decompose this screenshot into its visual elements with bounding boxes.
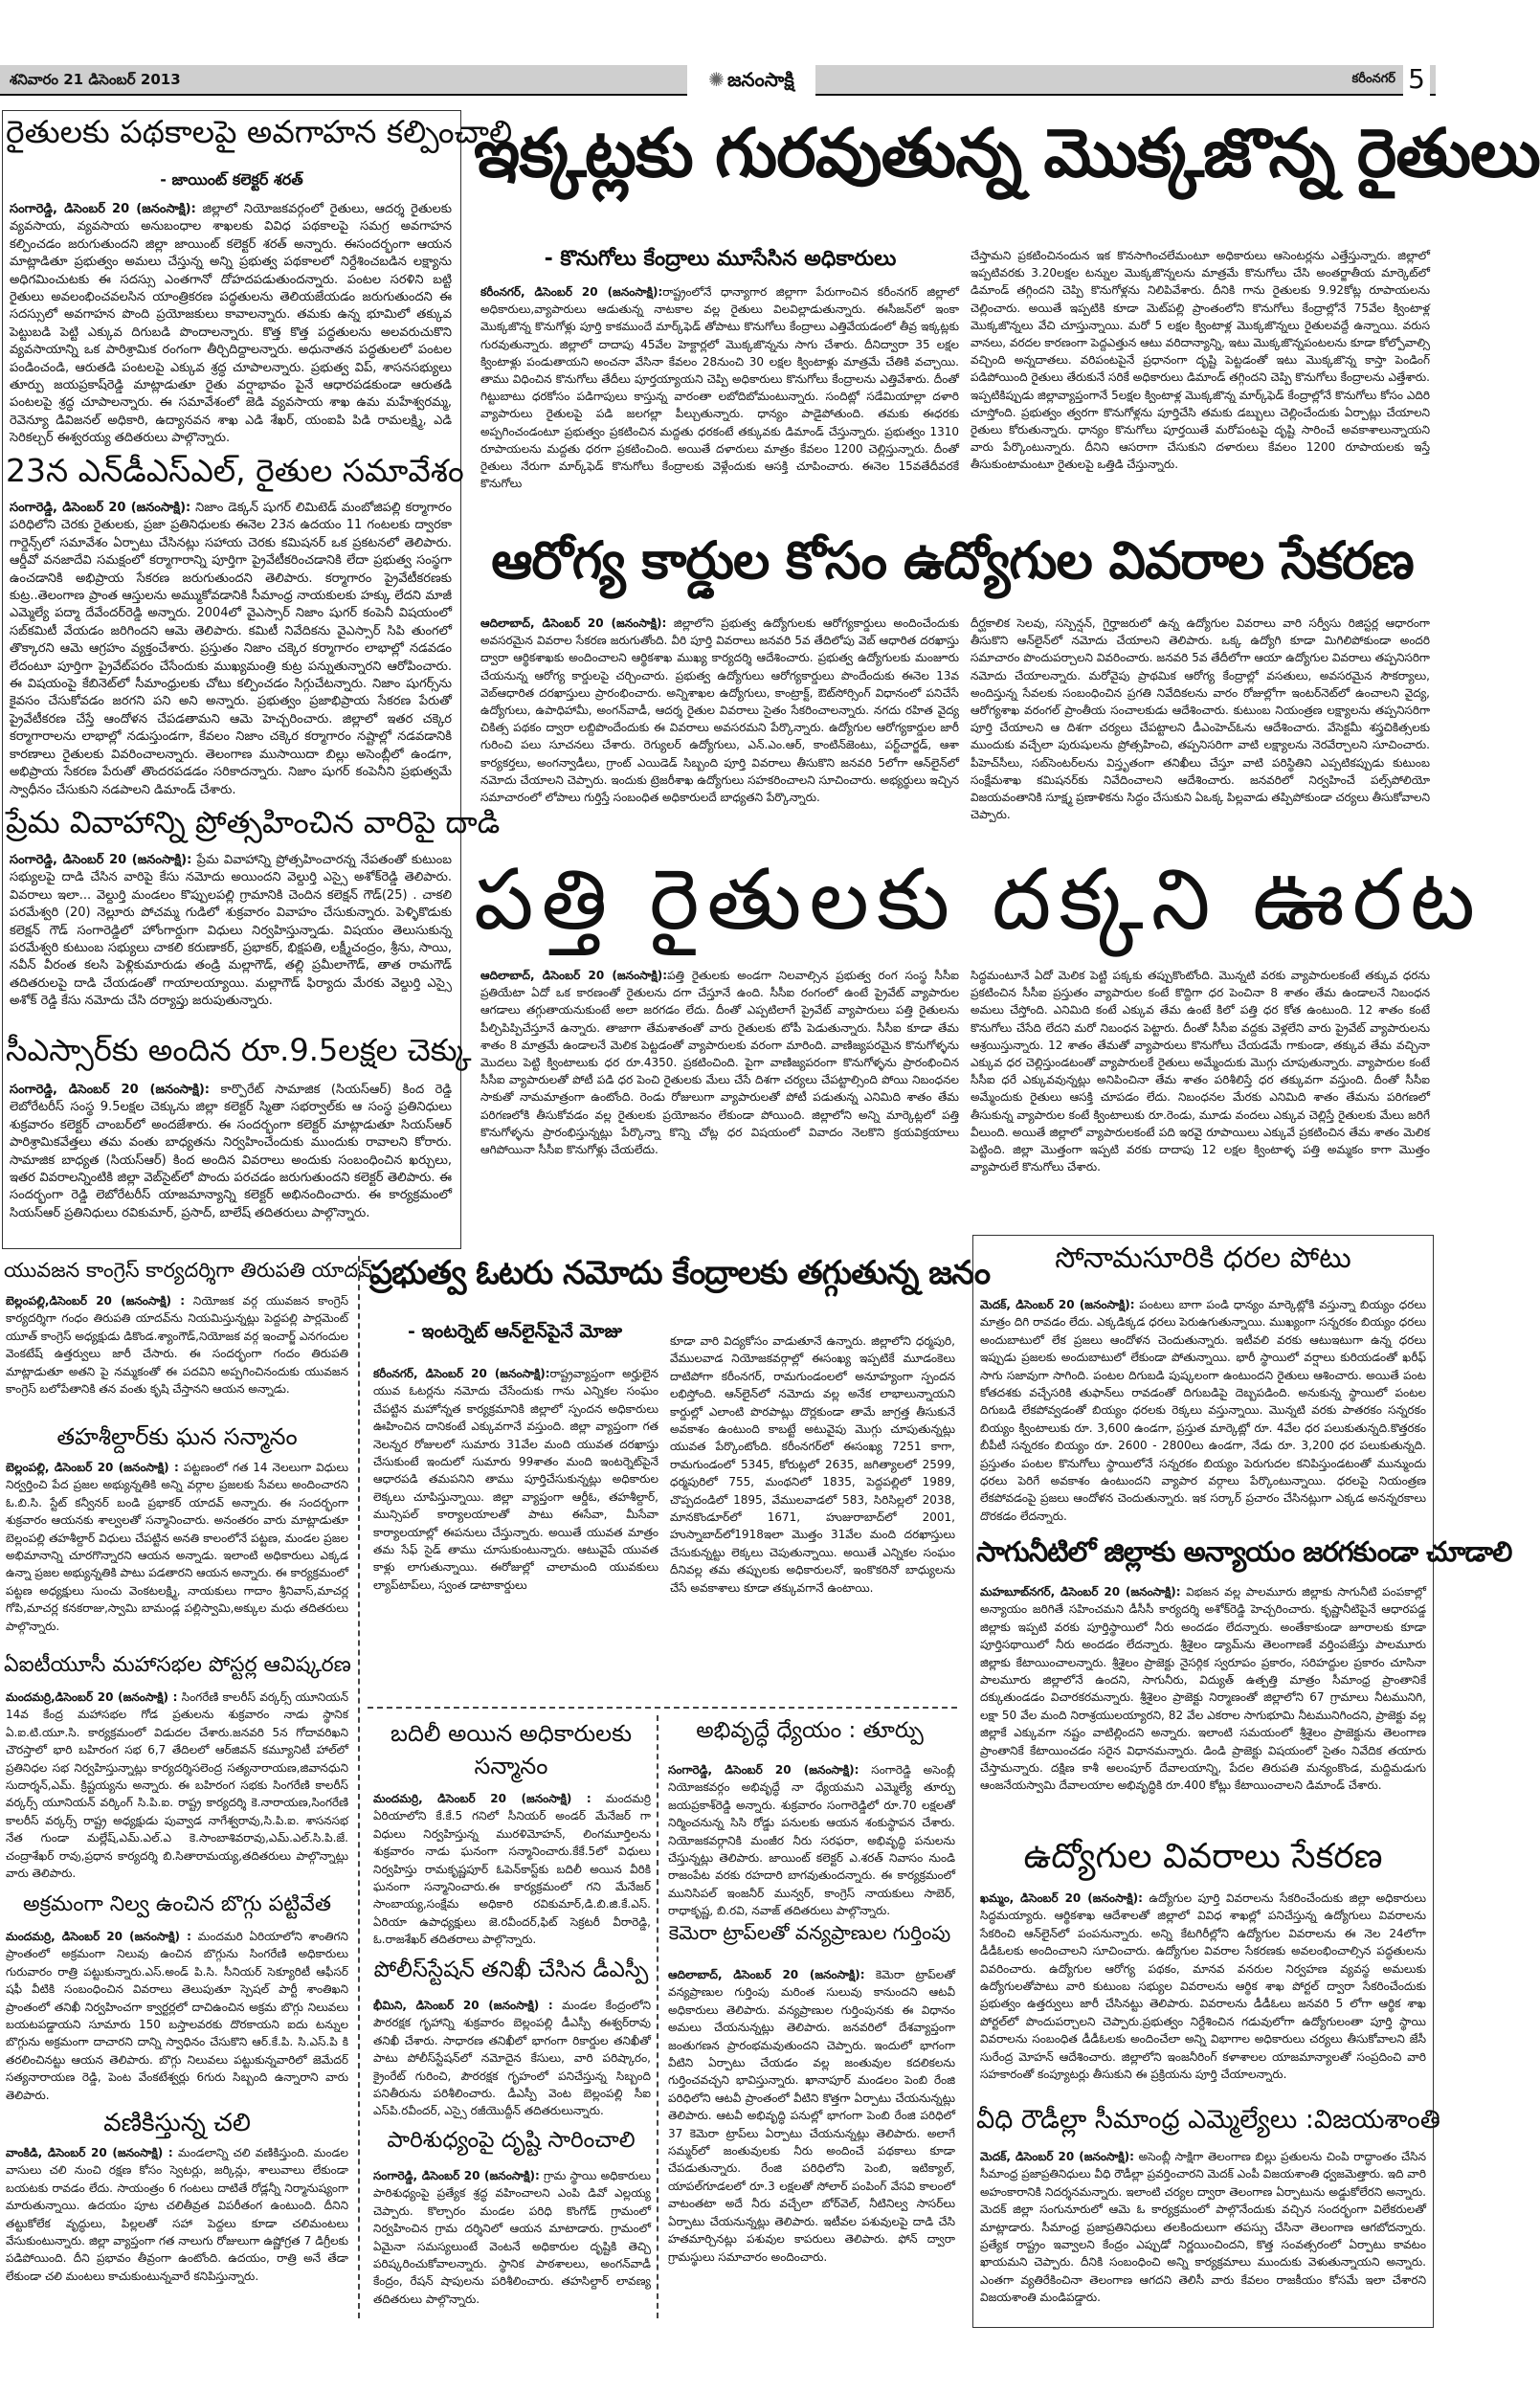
- newspaper-logo: [687, 63, 815, 96]
- article-body: [6, 1459, 348, 1650]
- headline: కెమెరా ట్రాప్‌లతో వన్యప్రాణుల గుర్తింపు: [668, 1921, 951, 1944]
- article-text: జిల్లాలో నియోజకవర్గంలో రైతులు, ఆదర్శ రైతులకు వ్యవసాయ, వ్యవసాయ అనుబంధాల శాఖలకు వివిధ పథకాలపై సమగ్ర అవగాహన కల్పించడం జరుగుతుందని జిల్లా జాయింట్ కలెక్టర్ శరత్ అన్నారు. ఈసందర్భంగా ఆయన మాట్లాడితూ ప్రభుత్వం అమలు చేస్తున్న అన్ని ప్రభుత్వ పథకాలలో నిర్దేశించబడిన లక్ష్యాను అధిగమించుటకు ఈ సదస్సు ఎంతగానో దోహదపడుతుందన్నారు. పంటల సరళిని బట్టి రైతులు అవలంభించవలసిన యాంత్రికరణ పద్ధతులను తెలియజేయడం జరుగుతుందని ఈ సదస్సులో అవగాహన పొంది ప్రయోజకులు కావాలన్నారు. తమకు ఉన్న భూమిలో తక్కువ పెట్టుబడి పెట్టి ఎక్కువ దిగుబడి పొందాలన్నారు. కొత్త కొత్త పద్ధతులను అలవరుచుకొని వ్యవసాయాన్ని ఒక పారిశ్రామిక రంగంగా తీర్చిదిద్దాలన్నారు. అధునాతన పద్ధతులలో పంటల పండించండి, ఆరుతడి పంటలపై ఎక్కువ శ్రద్ధ చూపాలన్నారు. ప్రభుత్వ విప్, శాసనసభ్యులు తూర్పు జయప్రకాష్‌రెడ్డి మాట్లాడుతూ రైతు వర్షాభావం పైనే ఆధారపడకుండా ఆరుతడి పంటలపై శ్రద్ధ చూపాలన్నారు. ఈ సమావేశంలో జెడి వ్యవసాయ శాఖ ఉమ మహేశ్వరమ్మ, రెవెన్యూ డివిజనల్ అధికారి, ఉద్యానవన శాఖ ఎడి శేఖర్, యంఐపి పిడి రామలక్ష్మి, ఎడి సెరికల్చర్ ఈశ్వరయ్య తదితరులు పాల్గొన్నారు.: [10, 202, 452, 446]
- article-text: నియోజక వర్గ యువజన కాంగ్రెస్ కార్యదర్శిగా గంధం తిరుపతి యాదవ్‌ను నియమిస్తున్నట్లు పెద్దపల్లి పార్లమెంట్ యూత్ కాంగ్రెస్ అధ్యక్షుడు డికొండ.శ్యాంగౌడ్,నియోజక వర్గ ఇంచార్జ్ ఎనగందుల వెంకటేష్ ఉత్తర్వులు జారీ చేసారు. ఈ సందర్భంగా గందం తిరుపతి మాట్లాడుతూ అతని పై నమ్మకంతో ఈ పదవిని అప్పగించినందుకు యువజన కాంగ్రెస్ బలోపేతానికి తన వంతు కృషి చేస్తానని ఆయన అన్నాడు.: [6, 1294, 348, 1397]
- dateline: బెల్లంపల్లి,డిసెంబర్ 20 (జనంసాక్షి) :: [6, 1294, 186, 1308]
- headline: ఉద్యోగుల వివరాలు సేకరణ: [1023, 1837, 1383, 1876]
- dateline: ఆదిలాబాద్, డిసెంబర్ 20 (జనంసాక్షి):: [480, 969, 668, 982]
- headline: ప్రభుత్వ ఓటరు నమోదు కేంద్రాలకు తగ్గుతున్న జనం: [369, 1254, 991, 1292]
- article-body: [980, 2148, 1426, 2311]
- logo-emblem-icon: ✺: [708, 68, 725, 91]
- article-body: [373, 1997, 651, 2127]
- article-text: రాష్ట్రంలోనే ధాన్యాగార జిల్లాగా పేరుగాంచిన కరీంనగర్ జిల్లాలో అధికారులు,వ్యాపారులు ఆడుతున్న నాటకాల వల్ల రైతులు విలవిల్లాడుతున్నారు. ఈసీజన్‌లో ఇంకా మొక్కజొన్న కొనుగోళ్లు పూర్తి కాకముందే మార్క్‌ఫెడ్ తోపాటు కొనుగోలు కేంద్రాలు ఎత్తివేయడంలో తీవ్ర ఇక్కట్లకు గురవుతున్నారు. జిల్లాలో దాదాపు 45వేల హెక్టార్లలో మొక్కజొన్నను సాగు చేశారు. దీనిద్వారా 35 లక్షల క్వింటాళ్లు పండుతాయని అంచనా వేసినా కేవలం 28నుంచి 30 లక్షల క్వింటాళ్లు మాత్రమే చేతికి వచ్చాయి. తాము విధించిన కొనుగోలు తేదీలు పూర్తయ్యాయని చెప్పి అధికారులు కొనుగోలు కేంద్రాలను ఎత్తివేశారు. దీంతో గిట్టుబాటు ధరకోసం పడిగాపులు కాస్తున్న వారంతా లబోదిబోమంటున్నారు. సందిట్లో సడేమియాల్లా దళారి వ్యాపారులు రైతులపై పడి జలగల్లా పీల్చుతున్నారు. ధాన్యం పాడైపోతుంది. తమకు ఈధరకు అప్పగించండంటూ ప్రభుత్వం ప్రకటించిన మద్దతు ధరకంటే తక్కువకు డిమాండ్ చేస్తున్నారు. ప్రభుత్వం 1310 రూపాయలను మద్దతు ధరగా ప్రకటించింది. అయితే దళారులు మాత్రం కేవలం 1200 చెల్లిస్తున్నారు. దీంతో రైతులు నేరుగా మార్క్‌ఫెడ్ కొనుగోలు కేంద్రాలకు వెళ్లేందుకు ఆసక్తి చూపించారు. ఈనెల 15వతేదీవరకే కొనుగోలు: [480, 285, 960, 491]
- dateline: సంగారెడ్డి, డిసెంబర్ 20 (జనంసాక్షి):: [10, 202, 196, 216]
- section-divider: [368, 1707, 957, 1709]
- article-text: సింగరేణి కాలరీస్ వర్కర్స్ యూనియన్ 14వ కేంద్ర మహాసభల గోడ ప్రతులను శుక్రవారం నాడు స్థానిక ఏ.ఐ.టి.యూ.సి. కార్యక్రమంలో విడుదల చేశారు.జనవరి 5న గోదావరిఖని చౌరస్తాలో భారి బహిరంగ సభ 6,7 తేదిలలో ఆర్‌జివన్ కమ్యూనిటీ హాల్‌లో ప్రతినిధల సభ నిర్వహిస్తున్నాట్లు కార్యదర్శిసలెంద్ర సత్యనారాయణ,జివానధుని సుదార్శన్,ఎమ్. క్రిష్టయ్యను అన్నారు. ఈ బహిరంగ సభకు సింగరేణి కాలరీస్ వర్కర్స్ యూనియన్ వర్కింగ్ సి.పి.ఐ. రాష్ట్ర కార్యదర్శి కె.నారాయణ,సింగరేణి కాలరీస్ వర్కర్స్ రాష్ట్ర అధ్యక్షుడు పువ్వాడ నాగేశ్వరావు,సి.పి.ఐ. శాసనసభ నేత గుండా మల్లేష్,ఎమ్.ఎల్.ఎ కె.సాంబాశివరావు,ఎమ్.ఎల్.సి.పి.జే. చంద్రాశేఖర్ రావు,ప్రధాన కార్యదర్శి బి.సితారామయ్య,తదితరులు పాల్గొన్నాట్లు వారు తెలిపారు.: [6, 1690, 348, 1881]
- headline: బదిలీ అయిన అధికారులకు సన్మానం: [390, 1720, 633, 1779]
- article-body: [480, 967, 959, 1231]
- article-text: పత్తి రైతులకు అండగా నిలవాల్సిన ప్రభుత్వ రంగ సంస్థ సీసీఐ ప్రతియేటా ఏదో ఒక కారణంతో రైతులను దగా చేస్తూనే ఉంది. సీసీఐ రంగంలో ఉంటే ప్రైవేట్ వ్యాపారుల ఆగడాలు తగ్గుతాయనుకుంటే అలా జరగడం లేదు. దీంతో ఎప్పటిలాగే ప్రైవేట్ వ్యాపారులు పత్తి రైతులను పీల్చిపిప్పిచేస్తూనే ఉన్నారు. తాజాగా తేమశాతంతో వారు రైతులకు టోపీ పెడుతున్నారు. సీసీఐ కూడా తేమ శాతం 8 మాత్రమే ఉండాలనే మెలిక పెట్టడంతో వ్యాపారులకు వరంగా మారింది. వాణిజ్యపరమైన కొనుగోళ్ళను మొదలు పెట్టి క్వింటాలుకు ధర రూ.4350. ప్రకటించింది. పైగా వాణిజ్యపరంగా కొనుగోళ్ళను ప్రారంభించిన సీసీఐ వ్యాపారులతో పోటీ పడి ధర పెంచి రైతులకు మేలు చేసే దిశగా చర్యలు చేపట్టాల్సింది పోయి నిబంధనల సాకుతో నామమాత్రంగా ఉంటోంది. రెండు రోజులుగా వ్యాపారులతో పోటీ పడుతున్న ఎనిమిది శాతం తేమ పరిగణలోకి తీసుకోవడం వల్ల రైతులకు ప్రయోజనం లేకుండా పోయింది. జిల్లాలోని అన్ని మార్కెట్లలో పత్తి కొనుగోళ్ళను ప్రారంభిస్తున్నట్లు పేర్కొన్నా కొన్ని చోట్ల ధర విషయంలో వివాదం నెలకొని క్రయవిక్రయాలు ఆగిపోయినా సీసీఐ కొనుగోళ్లు చేయలేదు.: [480, 969, 959, 1157]
- article-body: [480, 615, 959, 827]
- page-number: 5: [1403, 63, 1430, 96]
- headline: రైతులకు పథకాలపై అవగాహన కల్పించాలి: [6, 113, 513, 150]
- dateline: ఆదిలాబాద్, డిసెంబర్ 20 (జనంసాక్షి):: [668, 1968, 865, 1981]
- article-body-continued: కూడా వారి విద్యకోసం వాడుతూనే ఉన్నారు. జిల్లాలోని ధర్మపురి, వేములవాడ నియోజకవర్గాల్లో ఈసంఖ్య ఇప్పటికే మూడంకెలు దాటిపోగా కరీంనగర్, రామగుండంలలో అనూహ్యంగా స్పందన లభిస్తోంది. ఆన్‌లైన్‌లో నమోదు వల్ల అనేక లాభాలున్నాయని కార్డుల్లో ఎలాంటి పొరపాట్లు దొర్లకుండా తామే జాగ్రత్త తీసుకునే అవకాశం ఉంటుంది కాబట్టే అటువైపు మొగ్గు చూపుతున్నట్లు యువత పేర్కొంటోంది. కరీంనగర్‌లో ఈసంఖ్య 7251 కాగా, రామగుండంలో 5345, కోరుట్లలో 2635, జగిత్యాలలో 2599, ధర్మపురిలో 755, మంథనిలో 1835, పెద్దపల్లిలో 1989, చొప్పదండిలో 1895, వేములవాడలో 583, సిరిసిల్లలో 2038, మానకొండూర్‌లో 1671, హుజురాబాద్‌లో 2001, హుస్నాబాద్‌లో1918ఇలా మొత్తం 31వేల మంది దరఖాస్తులు చేసుకున్నట్టు లెక్కలు చెపుతున్నాయి. అయితే ఎన్నికల సంఘం దీనివల్ల తమ తప్పులకు అధికారులనో, ఇంకొకరినో బాధ్యులను చేసే అవకాశాలు కూడా తక్కువగానే ఉంటాయి.: [670, 1334, 955, 1595]
- dateline: సంగారెడ్డి, డిసెంబర్ 20 (జనంసాక్షి):: [373, 2169, 540, 2182]
- column-divider: [358, 1256, 360, 2318]
- article-body: [6, 2144, 348, 2307]
- headline: తహశీల్దార్‌కు ఘన సన్మానం: [56, 1423, 298, 1450]
- article-body: [10, 852, 452, 1032]
- headline: పోలీస్‌స్టేషన్ తనిఖీ చేసిన డీఎస్పీ: [373, 1957, 649, 1982]
- headline: యువజన కాంగ్రెస్ కార్యదర్శిగా తిరుపతి యాదవ్: [4, 1259, 373, 1282]
- dateline: కరీంనగర్, డిసెంబర్ 20 (జనంసాక్షి):: [373, 1367, 550, 1380]
- headline: సీఎస్సార్‌కు అందిన రూ.9.5లక్షల చెక్కు: [6, 1032, 472, 1068]
- headline: పారిశుధ్యంపై దృష్టి సారించాలి: [387, 2128, 636, 2153]
- dateline: సంగారెడ్డి, డిసెంబర్ 20 (జనంసాక్షి):: [10, 501, 191, 515]
- article-body: [10, 1082, 452, 1242]
- headline: పత్తి రైతులకు దక్కని ఊరట: [474, 850, 1483, 949]
- headline: ప్రేమ వివాహాన్ని ప్రోత్సహించిన వారిపై దాడి: [6, 804, 501, 840]
- article-text: ఉద్యోగుల పూర్తి వివరాలను సేకరించేందుకు జిల్లా అధికారులు సిద్ధమయ్యారు. ఆర్థికశాఖ ఆదేశాలతో జిల్లాలో వివిధ శాఖల్లో పనిచేస్తున్న ఉద్యోగులు వివరాలను సేకరించి ఆన్‌లైన్‌లో పంపనున్నారు. అన్ని కేటగిరీల్లోని ఉద్యోగుల వివరాలను ఈ నెల 24లోగా డీడీఓలకు అందించాలని సూచించారు. ఉద్యోగుల వివరాల సేకరణకు అవలంభించాల్సిన పద్ధతులను వివరించారు. ఉద్యోగుల ఆరోగ్య పథకం, మానవ వనరుల నిర్వహణ వ్యవస్థ అమలుకు ఉద్యోగులతోపాటు వారి కుటుంబ సభ్యుల వివరాలను ఆర్థిక శాఖ పోర్టల్ ద్వారా సేకరించేందుకు ప్రభుత్వం ఉత్తర్వులు జారీ చేసినట్టు తెలిపారు. వివరాలను డీడీఓలు జనవరి 5 లోగా ఆర్థిక శాఖ పోర్టల్‌లో పొందుపర్చాలని చెప్పారు.ప్రభుత్వం నిర్దేశించిన గడువులోగా ఉద్యోగులంతా పూర్తి స్థాయి వివరాలను సంబంధిత డీడీఓలకు అందించేలా అన్ని విభాగాల అధికారులు చర్యలు తీసుకోవాలని జేసీ సురేంద్ర మోహన్ ఆదేశించారు. జిల్లాలోని ఇంజనీరింగ్ కళాశాలల యాజమాన్యాలతో సంప్రదించి వారి సహకారంతో కంప్యూటర్లు తీసుకుని ఈ ప్రక్రియను పూర్తి చేయాలన్నారు.: [980, 1891, 1426, 2082]
- article-text: నిజాం డెక్కన్ షుగర్ లిమిటెడ్ మంబోజిపల్లి కర్మాగారం పరిధిలోని చెరకు రైతులకు, ప్రజా ప్రతినిధులకు ఈనెల 23న ఉదయం 11 గంటలకు ద్వారకా గార్డెన్స్‌లో సమావేశం ఏర్పాటు చేసినట్లు సహాయ చెరకు కమిషనర్ ఒక ప్రకటనలో తెలిపారు. ఆర్డీవో వనజాదేవి సమక్షంలో కర్మాగారాన్ని పూర్తిగా ప్రైవేటీకరించడానికి లేదా ప్రభుత్వ సంస్థగా ఉంచడానికి అభిప్రాయ సేకరణ జరుగుతుందని తెలిపారు. కర్మాగారం ప్రైవేటీకరణకు కుట్ర..తెలంగాణ ప్రాంత ఆస్తులను అమ్ముకోవడానికి సీమాంధ్ర నాయకులకు హక్కు లేదని మాజీ ఎమ్మెల్యే పద్మా దేవేందర్‌రెడ్డి అన్నారు. 2004లో వైఎస్సార్ నిజాం షుగర్ కంపెనీ విషయంలో సబ్‌కమిటీ వేయడం జరిగిందని ఆమె తెలిపారు. కమిటీ నివేదికను వైఎస్సార్ సిపి తుంగలో తొక్కారని ఆమె ఆగ్రహం వ్యక్తంచేశారు. ప్రస్తుతం నిజాం చక్కెర కర్మాగారం లాభాల్లో నడవడం లేదంటూ పూర్తిగా ప్రైవేట్‌పరం చేసేందుకు ముఖ్యమంత్రి కుట్ర పన్నుతున్నారని ఆరోపించారు. ఈ విషయంపై కేబినెట్‌లో సీమాంధ్రులకు చోటు కల్పించడం సిగ్గుచేటన్నారు. నిజాం షుగర్స్‌ను కైవసం చేసుకోవడం జరగని పని అని అన్నారు. ప్రభుత్వం ప్రజాభిప్రాయ సేకరణ పేరుతో ప్రైవేటీకరణ చేస్తే ఆందోళన చేపడతామని ఆమె హెచ్చరించారు. జిల్లాలో ఇతర చక్కెర కర్మాగారాలను లాభాల్లో నడుస్తుండగా, కేవలం నిజాం చక్కెర కర్మాగారం నష్టాల్లో నడవడానికి కారణాలు రైతులకు వివరించాలన్నారు. తెలంగాణ ముసాయిదా బిల్లు అసెంబ్లీలో ఉండగా, అభిప్రాయ సేకరణ పేరుతో తొందరపడడం సరికాదన్నారు. నిజాం షుగర్ కంపెనీని ప్రభుత్వమే స్వాధీనం చేసుకుని నడపాలని డిమాండ్ చేశారు.: [10, 501, 452, 797]
- article-body: [6, 1689, 348, 1891]
- logo-text: జనంసాక్షి: [726, 68, 794, 91]
- page-header: [0, 65, 1436, 96]
- dateline: మెదక్, డిసెంబర్ 20 (జనంసాక్షి):: [980, 1298, 1135, 1311]
- article-body: [980, 1890, 1426, 2102]
- article-text: కార్పొరేట్ సామాజిక (సియస్ఆర్) కింద రెడ్డి లెబోరేటరీస్ సంస్థ 9.5లక్షల చెక్కును జిల్లా కలెక్టర్ స్మితా సభర్వాల్‌కు ఆ సంస్థ ప్రతినిధులు శుక్రవారం కలెక్టర్ చాంబర్‌లో అందజేశారు. ఈ సందర్భంగా కలెక్టర్ మాట్లాడుతూ సియస్ఆర్ పారిశ్రామికవేత్తలు తమ వంతు బాధ్యతను నిర్వహించేందుకు ముందుకు రావాలని కోరారు. సామాజిక బాధ్యత (సియస్ఆర్) కింద అందిన వివరాలు అందుకు సంబంధించిన ఖర్చులు, ఇతర వివరాలన్నింటికి జిల్లా వెబ్‌సైట్‌లో పొందు పరచడం జరుగుతుందని కలెక్టర్ తెలిపారు. ఈ సందర్భంగా రెడ్డి లెబోరేటరీస్ యాజమాన్యాన్ని కలెక్టర్ అభినందించారు. ఈ కార్యక్రమంలో సియస్ఆర్ ప్రతినిధులు రవికుమార్, ప్రసాద్, బాలేష్ తదితరులు పాల్గొన్నారు.: [10, 1083, 452, 1220]
- article-text: సంగారెడ్డి అసెంబ్లీ నియోజకవర్గం అభివృద్ధే నా ధ్యేయమని ఎమ్మెల్యే తూర్పు జయప్రకాశ్‌రెడ్డి అన్నారు. శుక్రవారం సంగారెడ్డిలో రూ.70 లక్షలతో నిర్మించనున్న సిసి రోడ్డు పనులకు ఆయన శంకుస్థాపన చేశారు. నియోజకవర్గానికి మంజీర నీరు సరఫరా, అభివృద్ధి పనులను చేస్తున్నట్లు తెలిపారు. జాయింట్ కలెక్టర్ ఎ.శరత్ నివాసం నుండి రాజంపేట వరకు రహదారి బాగవుతుందన్నారు. ఈ కార్యక్రమంలో మునిసిపల్ ఇంజనీర్ మున్వర్, కాంగ్రెస్ నాయకులు సాబెర్, రాధాకృష్ణ, బి.రవి, నవాజ్ తదితరులు పాల్గొన్నారు.: [668, 1763, 955, 1918]
- dateline: మెదక్, డిసెంబర్ 20 (జనంసాక్షి):: [980, 2150, 1134, 2163]
- article-text: పంటలు బాగా పండి ధాన్యం మార్కెట్లోకి వస్తున్నా బియ్యం ధరలు మాత్రం దిగి రావడం లేదు. ఎక్కడిక్కడ ధరలు పెరుఉగుతున్నాయి. ముఖ్యంగా సన్నరకం బియ్యం ధరలు అందుబాటులో లేక ప్రజలు ఆందోళన చెందుతున్నారు. ఇటీవలి వరకు ఆటుఇటుగా ఉన్న ధరలు ఇప్పుడు ప్రజలకు అందుబాటులో లేకుండా పోతున్నాయి. భారీ స్థాయిలో వర్షాలు కురియడంతో ఖరీఫ్ సాగు సజావుగా సాగింది. పంటల దిగుబడి పుష్కలంగా ఉంటుందని రైతులు ఆశించారు. అయితే పంట కోతదశకు వచ్చేసరికి తుఫాన్‌లు రావడంతో దిగుబడిపై దెబ్బపడింది. అనుకున్న స్థాయిలో పంటల దిగుబడి లేకపోవ్వడంతో బియ్యం ధరలకు రెక్కలు వస్తున్నాయి. మొన్నటి వరకు పాతరకం సన్నరకం బియ్యం క్వింటాలుకు రూ. 3,600 ఉండగా, ప్రస్తుత మార్కెట్లో రూ. 4వేల ధర పలుకుతున్నది.కొత్తరకం బీపీటీ సన్నరకం బియ్యం రూ. 2600 - 2800లు ఉండగా, నేడు రూ. 3,200 ధర పలుకుతున్నది. ప్రస్తుతం పంటల కొనుగోలు స్థాయిలోనే సన్నరకం బియ్యం పెరుగుదల కనిపిస్తుండటంతో మున్ముందు ధరలు పెరిగే అవకాశం ఉంటుందని వ్యాపార వర్గాలు పేర్కొంటున్నాయి. ధరలపై నియంత్రణ లేకపోవడంపై ప్రజలు ఆందోళన చెందుతున్నారు. ఇక సర్కార్ ప్రచారం చేసినట్లుగా ఎక్కడ అనన్నరకాలు దొరకడం లేదన్నారు.: [980, 1298, 1427, 1523]
- article-text: మందమర్రి ఏరియాలోని కే.కే.5 గనిలో సీనియర్ అండర్ మేనేజర్ గా విధులు నిర్వహిస్తున్న మురళిమోహన్, లింగమూర్తిలను శుక్రవారం నాడు ఘనంగా సన్మానించారు.కేకే.5లో విధులు నిర్వహిస్తు రామకృష్ణపూర్ ఓపెన్‌కాస్ట్‌కు బదిలీ అయిన వీరికి ఘనంగా సన్మానించారు.ఈ కార్యక్రమంలో గని మేనేజర్ సాంబాయ్య,సంక్షేమ అధికారి రవికుమార్,డి.బి.జి.కే.ఎస్. ఏరియా ఉపాధ్యక్షులు జె.రవీందర్,ఫిట్ సెక్రటరీ వీరారెడ్డి, ఓ.రాజశేఖర్ తదితరాలు పాల్గొన్నారు.: [373, 1792, 651, 1947]
- article-body: [373, 2167, 651, 2305]
- dateline: మందమర్రి,డిసెంబర్ 20 (జనంసాక్షి) :: [6, 1690, 178, 1704]
- article-text: అసెంబ్లీ సాక్షిగా తెలంగాణ బిల్లు ప్రతులను చింపి రాద్ధాంతం చేసిన సీమాంధ్ర ప్రజాప్రతినిధులు వీధి రౌడీల్లా ప్రవర్తించారని మెదక్ ఎంపీ విజయశాంతి ధ్వజమెత్తారు. ఇది వారి అహంకారానికి నిదర్శనమన్నారు. ఇలాంటి చర్యల ద్వారా తెలంగాణ ఏర్పాటును అడ్డుకోలేరని అన్నారు. మెదక్ జిల్లా సంగునూరులో ఆమె ఓ కార్యక్రమంలో పాల్గొనేందుకు వచ్చిన సందర్భంగా విలేకరులతో మాట్లాడారు. సీమాంధ్ర ప్రజాప్రతినిధులు తలకిందులుగా తపస్సు చేసినా తెలంగాణ ఆగబోదన్నారు. ప్రత్యేక రాష్ట్రం ఇవ్వాలని కేంద్రం ఎప్పుడో నిర్ణయించిందని, కొత్త సంవత్సరంలో ఏర్పాటు కావటం ఖాయమని చెప్పారు. దీనికి సంబంధించి అన్ని కార్యక్రమాలు ముందుకు వెళుతున్నాయని అన్నారు. ఎంతగా వ్యతిరేకించినా తెలంగాణ ఆగదని తెలిసీ వారు కేవలం రాజకీయం కోసమే ఇలా చేశారని విజయశాంతి మండిపడ్డారు.: [980, 2150, 1426, 2305]
- headline: ఏఐటీయూసీ మహాసభల పోస్టర్ల ఆవిష్కరణ: [4, 1653, 351, 1677]
- headline: అక్రమంగా నిల్వ ఉంచిన బొగ్గు పట్టివేత: [22, 1892, 332, 1916]
- article-body: [6, 1928, 348, 2106]
- dateline: మహబూబ్‌నగర్, డిసెంబర్ 20 (జనంసాక్షి):: [980, 1585, 1181, 1599]
- headline: సోనామసూరికి ధరల పోటు: [1055, 1241, 1351, 1275]
- article-text: రాష్ట్రవ్యాప్తంగా అర్హులైన యువ ఓటర్లను నమోదు చేసేందుకు గాను ఎన్నికల సంఘం చేపట్టిన మహోన్నత కార్యక్రమానికి జిల్లాలో స్పందన అధికారులు ఊహించిన దానికంటే ఎక్కువగానే వస్తుంది. జిల్లా వ్యాప్తంగా గత నెలన్నర రోజులలో సుమారు 31వేల మంది యువత దరఖాస్తు చేసుకుంటే ఇందులో సుమారు 99శాతం మంది ఇంటర్నెట్‌పైనే ఆధారపడి తమపనిని తాము పూర్తిచేసుకున్నట్లు అధికారుల లెక్కలు చూపిస్తున్నాయి. జిల్లా వ్యాప్తంగా ఆర్డీఓ, తహశీల్దార్, మున్సిపల్ కార్యాలయాలతో పాటు ఈసేవా, మీసేవా కార్యాలయాల్లో ఈపనులు చేస్తున్నారు. అయితే యువత మాత్రం తమ సేఫ్ సైడ్ తాము చూసుకుంటున్నారు. ఆటువైపే యువత కాళ్లు లాగుతున్నాయి. ఈరోజుల్లో చాలామంది యువకులు ల్యాప్‌టాప్‌లు, స్వంత డాటాకార్డులు: [373, 1367, 658, 1592]
- headline: వీధి రౌడీల్లా సీమాంధ్ర ఎమ్మెల్యేలు :విజయశాంతి: [976, 2105, 1440, 2135]
- article-body-continued: చేస్తామని ప్రకటించినందున ఇక కొనసాగించలేమంటూ అధికారులు ఆసెంటర్లను ఎత్తేస్తున్నారు. జిల్లాలో ఇప్పటివరకు 3.20లక్షల టన్నుల మొక్కజొన్నలను మాత్రమే కొనుగోలు చేసి అంతర్జాతీయ మార్కెట్‌లో డిమాండ్ తగ్గిందని చెప్పి కొనుగోళ్లను నిలిపివేశారు. దీనికి గాను రైతులకు 9.92కోట్ల రూపాయలను చెల్లించారు. అయితే ఇప్పటికి కూడా మెట్‌పల్లి ప్రాంతంలోని కొనుగోలు కేంద్రాల్లోనే 75వేల క్వింటాళ్ల మొక్కజొన్నలు వేచి చూస్తున్నాయి. మరో 5 లక్షల క్వింటాళ్ల మొక్కజొన్నలు రైతులవద్దే ఉన్నాయి. వరుస వానలు, వరదల కారణంగా పెద్దఎత్తున ఆటు వరిదాన్యాన్ని, ఇటు మొక్కజొన్నపంటలను కూడా కోల్పోవాల్సి వచ్చింది అన్నదాతలు. వరిపంటపైనే ప్రధానంగా దృష్టి పెట్టడంతో ఇటు మొక్కజొన్న కాస్తా పెండింగ్ పడిపోయింది రైతులు తేరుకునే సరికే అధికారులు డిమాండ్ తగ్గిందని చెప్పి కొనుగోలు కేంద్రాలను ఎత్తేశారు. ఇప్పటికిప్పుడు జిల్లావ్యాప్తంగానే 5లక్షల క్వింటాళ్ల మొక్కజొన్న మార్క్‌ఫెడ్ కేంద్రాల్లోనే కొనుగోలు కోసం ఎదిరి చూస్తోంది. ప్రభుత్వం త్వరగా కొనుగోళ్లను పూర్తిచేసి తమకు డబ్బులు చెల్లించేందుకు ఏర్పాట్లు చేయాలని రైతులు కోరుతున్నారు. ధాన్యం కొనుగోలు పూర్తయితే మరోపంటపై దృష్టి సారించే అవకాశాలున్నాయని వారు పేర్కొంటున్నారు. దీనిని ఆసరాగా చేసుకుని దళారులు కేవలం 1200 రూపాయలకు ఇస్తే తీసుకుంటామంటూ రైతులపై ఒత్తిడి చేస్తున్నారు.: [971, 249, 1430, 472]
- article-body: [373, 1790, 651, 1953]
- article-body-continued: సిద్ధమంటూనే ఏదో మెలిక పెట్టి పక్కకు తప్పుకొంటోంది. మొన్నటి వరకు వ్యాపారులకంటే తక్కువ ధరను ప్రకటించిన సీసీఐ ప్రస్తుతం వ్యాపారుల కంటే కొద్దిగా ధర పెంచినా 8 శాతం తేమ ఉండాలనే నిబంధన అమలు చేస్తోంది. ఎనిమిది కంటే ఎక్కువ తేమ ఉంటే కిలో పత్తి ధర కోత ఉంటుంది. 12 శాతం కంటే కొనుగోలు చేసేది లేదని మరో నిబంధన పెట్టారు. దీంతో సీసీఐ వద్దకు వెళ్లలేని వారు ప్రైవేట్ వ్యాపారులను ఆశ్రయిస్తున్నారు. 12 శాతం తేమతో వ్యాపారులు కొనుగోలు చేయడమే గాకుండా, తక్కువ తేమ వచ్చినా ఎక్కువ ధర చెల్లిస్తుండటంతో వ్యాపారులకే రైతులు అమ్మేందుకు మొగ్గు చూపుతున్నారు. వ్యాపారుల కంటే సీసీఐ ధరే ఎక్కువవున్నట్లు అనిపించినా తేమ శాతం పరిశీలిస్తే ధర తక్కువగా వస్తుంది. దీంతో సీసీఐ అమ్మేందుకు రైతులు ఆసక్తి చూపడం లేదు. నిబంధనల మేరకు ఎనిమిది శాతం తేమను పరిగణలో తీసుకున్న వ్యాపారుల కంటే క్వింటాలుకు రూ.రెండు, మూడు వందలు ఎక్కువ చెల్లిస్తే రైతులకు మేలు జరిగే వీలుంది. అయితే జిల్లాలో వ్యాపారులకంటే పది ఇరవై రూపాయిలు ఎక్కువే ప్రకటించిన తేమ శాతం మెలిక పెట్టింది. జిల్లా మొత్తంగా ఇప్పటి వరకు దాదాపు 12 లక్షల క్వింటాళ్ళ పత్తి అమ్మకం కాగా మొత్తం వ్యాపారులే కొనుగోలు చేశారు.: [971, 969, 1430, 1174]
- dateline: వాంకిడి, డిసెంబర్ 20 (జనంసాక్షి) :: [6, 2146, 173, 2159]
- subheadline: - ఇంటర్నెట్ ఆన్‌లైన్‌పైనే మోజు: [407, 1321, 622, 1342]
- article-text: ప్రేమ వివాహాన్ని ప్రోత్సహించారన్న నేపతంతో కుటుంబ సభ్యులపై దాడి చేసిన వారిపై కేసు నమోదు అయిందని వెల్దుర్తి ఎస్సై అశోక్‌రెడ్డి తెలిపారు. వివరాలు ఇలా... వెల్దుర్తి మండలం కొప్పులపల్లి గ్రామానికి చెందిన కలెక్షన్ గౌడ్(25) . చాకలి పరమేశ్వరి (20) నెల్లూరు పోచమ్మ గుడిలో శుక్రవారం వివాహం చేసుకున్నారు. పెళ్ళికొడుకు కలెక్షన్ గౌడ్ సంగారెడ్డిలో హోంగార్డుగా విధులు నిర్వహిస్తున్నాడు. విషయం తెలుసుకున్న పరమేశ్వరి కుటుంబ సభ్యులు చాకలి కరుణాకర్, ప్రభాకర్, భిక్షపతి, లక్ష్మీచంద్రం, శ్రీను, సాయి, నవీన్ వీరంత కలసి పెళ్లికుమారుడు తండ్రి మల్లాగౌడ్, తల్లి ప్రమీలాగౌడ్, తాత రామగౌడ్ తదితరులపై దాడి చేయడంతో గాయాలయ్యాయి. మల్లాగౌడ్ ఫిర్యాదు మేరకు వెల్దుర్తి ఎస్సై అశోక్ రెడ్డి కేసు నమోదు చేసి దర్యాప్తు జరుపుతున్నారు.: [10, 853, 452, 1009]
- article-body: [10, 201, 452, 452]
- dateline: సంగారెడ్డి, డిసెంబర్ 20 (జనంసాక్షి):: [10, 853, 192, 867]
- article-text: కెమెరా ట్రాప్‌లతో వన్యప్రాణుల గుర్తింపు మరింత సులువు కానుందని ఆటవీ అధికారులు తెలిపారు. వన్యప్రాణుల గుర్తింపునకు ఈ విధానం అమలు చేయనున్నట్లు తెలిపారు. జనవరిలో దేశవ్యాప్తంగా జంతుగణన ప్రారంభమవుతుందని చెప్పారు. ఇందులో భాగంగా వీటిని ఏర్పాటు చేయడం వల్ల జంతువుల కదలికలను గుర్తించవచ్చని భావిస్తున్నారు. ఖానాపూర్ మండలం పెంబి రేంజి పరిధిలోని ఆటవీ ప్రాంతంలో వీటిని కొత్తగా ఏర్పాటు చేయనున్నట్లు తెలిపారు. ఆటవీ అభివృద్ధి పనుల్లో భాగంగా పెంబి రేంజి పరిధిలో 37 కెమెరా ట్రాప్‌లు ఏర్పాటు చేయనున్నట్లు తెలిపారు. అలాగే సమ్మర్‌లో జంతువులకు నీరు అందించే పథకాలు కూడా చేపడుతున్నారు. రేంజి పరిధిలోని పెంబి, ఇటిక్యాల్, యాపల్‌గూడలలో రూ.3 లక్షలతో సోలార్ పంపింగ్ వేసవి కాలంలో వాటంతటా అదే నీరు వచ్చేలా బోర్‌వెల్, నీటినిల్వ సాసర్‌లు ఏర్పాటు చేయనున్నట్లు తెలిపారు. ఇటీవల పశువులపై దాడి చేసి హతమార్చినట్లు పశువుల కాపరులు తెలిపారు. ఫోన్ ద్వారా గ్రామస్థులు సమాచారం అందించారు.: [668, 1968, 955, 2264]
- article-body: [980, 1583, 1426, 1828]
- issue-date: శనివారం 21 డిసెంబర్ 2013: [10, 71, 181, 88]
- subheadline: - జాయింట్ కలెక్టర్ శరత్: [160, 170, 303, 189]
- dateline: సంగారెడ్డి, డిసెంబర్ 20 (జనంసాక్షి):: [10, 1083, 211, 1097]
- article-text: విభజన వల్ల పాలమూరు జిల్లాకు సాగునీటి పంపకాల్లో అన్యాయం జరిగితే సహించమని డీసీసీ కార్యదర్శి అశోక్‌రెడ్డి హెచ్చరించారు. కృష్ణానీటిపైనే ఆధారపడ్డ జిల్లాకు ఇప్పటి వరకు పూర్తిస్థాయిలో నీరు అందడం లేదన్నారు. అంతేకాకుండా జూరాలకు కూడా పూర్తిసథాయిలో నీరు అందడం లేదన్నారు. శ్రీశైలం డ్యామ్‌ను తెలంగాణకే వర్తింపజేస్తు పాలమూరు జిల్లాకు కేటాయించాలన్నారు. శ్రీశైలం ప్రాజెక్టు నైసర్గిక స్వరూపం ప్రకారం, సరిహద్దుల ప్రకారం చూసినా పాలమూరు జిల్లాలోనే ఉందని, సాగునీరు, విద్యుత్ ఉత్పత్తి మాత్రం సీమాంధ్ర ప్రాంతానికే దక్కుతుండడం విచారకరమన్నారు. శ్రీశైలం ప్రాజెక్టు నిర్మాణంతో జిల్లాలోని 67 గ్రామాలు నీటమునిగి, లక్షా 50 వేల మంది నిరాశ్రయులయ్యారని, 82 వేల ఎకరాల సాగుభూమి నీటమునిగిందని, ప్రాజెక్టు వల్ల జిల్లాకే ఎక్కువగా నష్టం వాటిల్లిందని అన్నారు. ఇలాంటి సమయంలో శ్రీశైలం ప్రాజెక్టును తెలంగాణ ప్రాంతానికే కేటాయించడం సరైన విధానమన్నారు. డిండి ప్రాజెక్టు విషయంలో సైతం నివేదిక తయారు చేస్తామన్నారు. దక్షిణ కాశీ అలంపూర్ దేవాలయాన్ని, పేదల తిరుపతి మన్యంకొండ, మద్దిమడుగు ఆంజనేయస్వామి దేవాలయాల అభివృద్ధికి రూ.400 కోట్లు కేటాయించాలని డిమాండ్ చేశారు.: [980, 1585, 1426, 1793]
- dateline: సంగారెడ్డి, డిసెంబర్ 20 (జనంసాక్షి):: [668, 1763, 859, 1777]
- article-text: పట్టణంలో గత 14 నెలలుగా విధులు నిర్వర్తించి పేద ప్రజల అభ్యున్నతికి అన్ని వర్గాల ప్రజలకు సేవలు అందించారని ఓ.బి.సి. స్టేట్ కన్వీనర్ బండి ప్రభాకర్ యాదవ్ అన్నారు. ఈ సందర్భంగా శుక్రవారం ఆయనకు శాల్వలతో సన్మానించారు. అనంతరం వారు మాట్లాడుతూ బెల్లంపల్లి తహశీల్దార్ విధులు చేపట్టిన అనతి కాలంలోనే పట్టణ, మండల ప్రజల అభిమానాన్ని చూరగొన్నారని ఆయన అన్నాడు. ఇలాంటి అధికారులు ఎక్కడ ఉన్నా ప్రజల అభ్యున్నతికి పాటు పడతారని ఆయన అన్నారు. ఈ కార్యక్రమంలో పట్టణ అధ్యక్షులు సుంచు వెంకటలక్ష్మి, నాయకులు గాదాం శ్రీనివాస్,మాచర్ల గోపి,మాచర్ల కనకరాజు,స్వామి బామండ్ల పల్లిస్వామి,అక్కుల మధు తదితరులు పాల్గొన్నారు.: [6, 1461, 348, 1633]
- headline: సాగునీటిలో జిల్లాకు అన్యాయం జరగకుండా చూడాలి: [976, 1535, 1512, 1568]
- edition-location: కరీంనగర్: [1351, 72, 1395, 86]
- article-body: [373, 1365, 658, 1700]
- article-body: [6, 1292, 348, 1417]
- article-body: [10, 500, 452, 800]
- article-text: మండల కేంద్రంలోని పౌరరక్షక గృహాన్ని శుక్రవారం బెల్లంపల్లి డీఎస్పీ ఈశ్వర్‌రావు తనిఖీ చేశారు. సాధారణ తనిఖీలో భాగంగా రికార్డుల తనిఖీతో పాటు పోలీస్‌స్టేషన్‌లో నమోదైన కేసులు, వారి పరిష్కారం, క్రైంరేట్ గురించి, పౌరరక్షక గృహంలో పనిచేస్తున్న సిబ్బంది పనితీరును పరిశీలించారు. డీఎస్పీ వెంట బెల్లంపల్లి సీఐ ఎస్‌పి.రవీందర్, ఎస్సై రజీయొద్దీన్ తదితరులున్నారు.: [373, 1999, 651, 2118]
- dateline: ఆదిలాబాద్, డిసెంబర్ 20 (జనంసాక్షి):: [480, 616, 667, 630]
- headline: అభివృద్ధే ధ్యేయం : తూర్పు: [696, 1718, 924, 1743]
- article-text: జిల్లాలోని ప్రభుత్వ ఉద్యోగులకు ఆరోగ్యకార్డులు అందించేందుకు అవసరమైన వివరాల సేకరణ జరుగుతోంది. వీరి పూర్తి వివరాలు జనవరి 5వ తేదిలోపు వెబ్ ఆధారిత దరఖాస్తు ద్వారా ఆర్థికశాఖకు అందించాలని ఆర్థికశాఖ ముఖ్య కార్యదర్శి ఆదేశించారు. ప్రభుత్వ ఉద్యోగులకు మంజూరు చేయనున్న ఆరోగ్య కార్డులపై చర్చించారు. ప్రభుత్వ ఉద్యోగులు ఆరోగ్యకార్డులు పొందేందుకు ఈనెల 13వ వెబ్‌ఆధారిత దరఖాస్తులు ప్రారంభించారు. అన్నిశాఖల ఉద్యోగులు, కాంట్రాక్ట్, ఔట్‌సోర్సింగ్ విధానంలో పనిచేసే ఉద్యోగులు, ఉపాధిహామీ, అంగన్‌వాడీ, ఆదర్శ రైతుల వివరాలు సైతం సేకరించాలన్నారు. నగదు రహిత వైద్య చికిత్స పథకం ద్వారా లబ్దిపొందేందుకు ఈ వివరాలు అవసరమని పేర్కొన్నారు. ఉద్యోగుల ఆరోగ్యకార్డుల జారీ గురించి పలు సూచనలు చేశారు. రెగ్యులర్ ఉద్యోగులు, ఎన్.ఎం.ఆర్, కాంటిన్‌జెంటు, పర్ట్‌చార్జడ్, ఆశా కార్యకర్తలు, అంగన్వాడీలు, గ్రాంట్ ఎయిడెడ్ సిబ్బంది పూర్తి వివరాలు తీసుకొని జనవరి 5లోగా ఆన్‌లైన్‌లో నమోదు చేయాలని చెప్పారు. ఇందుకు ట్రెజరీశాఖ ఉద్యోగులు సహకరించాలని సూచించారు. అభ్యర్థులు ఇచ్చిన సమాచారంలో లోపాలు గుర్తిస్తే సంబంధిత అధికారులదే బాధ్యతని పేర్కొన్నారు.: [480, 616, 959, 805]
- dateline: బెల్లంపల్లి, డిసెంబర్ 20 (జనంసాక్షి) :: [6, 1461, 179, 1474]
- article-body: [668, 1761, 955, 1918]
- subheadline: - కొనుగోలు కేంద్రాలు మూసేసిన అధికారులు: [544, 247, 897, 271]
- article-body: [668, 1966, 955, 2318]
- article-body-continued: దీర్ఘకాలిక సెలవు, సస్పెన్షన్, గైర్హాజరులో ఉన్న ఉద్యోగుల వివరాలు వారి సర్వీసు రిజిస్టర్ల ఆధారంగా తీసుకొని ఆన్‌లైన్‌లో నమోదు చేయాలని తెలిపారు. ఒక్క ఉద్యోగి కూడా మిగిలిపోకుండా అందరి సమాచారం పొందుపర్చాలని వివరించారు. జనవరి 5వ తేదీలోగా ఆయా ఉద్యోగుల వివరాలు తప్పనిసరిగా నమోదు చేయాలన్నారు. మరోవైపు ప్రాథమిక ఆరోగ్య కేంద్రాల్లో వసతులు, అవసరమైన సౌకర్యాలు, అందిస్తున్న సేవలకు సంబంధించిన ప్రగతి నివేదికలను వారం రోజుల్లోగా ఇంటర్‌నెట్‌లో ఉంచాలని వైద్య, ఆరోగ్యశాఖ వరంగల్ ప్రాంతీయ సంచాలకుడు ఆదేశించారు. కుటుంబ నియంత్రణ లక్ష్యాలను తప్పనిసరిగా పూర్తి చేయాలని ఆ దిశగా చర్యలు చేపట్టాలని డీఎంహెచ్‌ఓను ఆదేశించారు. వేసెక్టమీ శస్త్రచికిత్సలకు ముందుకు వచ్చేలా పురుషులను ప్రోత్సహించి, తప్పనిసరిగా వాటి లక్ష్యాలను నెరవేర్చాలని సూచించారు. పీహెచ్‌సీలు, సబ్‌సెంటర్‌లను విస్తృతంగా తనిఖీలు చేస్తూ వాటి పరిస్థితిని ఎప్పటికప్పుడు కుటుంబ సంక్షేమశాఖ కమిషనర్‌కు నివేదించాలని ఆదేశించారు. జనవరిలో నిర్వహించే పల్స్‌పోలియో విజయవంతానికి సూక్ష్మ ప్రణాళికను సిద్ధం చేసుకుని ఏఒక్క పిల్లవాడు తప్పిపోకుండా చర్యలు తీసుకోవాలని చెప్పారు.: [971, 616, 1430, 822]
- headline: వణికిస్తున్న చలి: [103, 2109, 251, 2137]
- article-body: [480, 283, 959, 513]
- dateline: మందమర్రి, డిసెంబర్ 20 (జనంసాక్షి) :: [6, 1930, 191, 1943]
- dateline: కరీంనగర్, డిసెంబర్ 20 (జనంసాక్షి):: [480, 285, 663, 299]
- headline: 23న ఎన్‌డీఎస్‌ఎల్, రైతుల సమావేశం: [6, 452, 464, 489]
- dateline: భీమిని, డిసెంబర్ 20 (జనంసాక్షి) :: [373, 1999, 553, 2012]
- dateline: ఖమ్మం, డిసెంబర్ 20 (జనంసాక్షి):: [980, 1891, 1143, 1905]
- article-text: మండలాన్ని చలి వణికిస్తుంది. మండల వాసులు చలి నుంచి రక్షణ కోసం స్వెటర్లు, జర్కిన్లు, శాలువాలు లేకుండా బయటకు రావడం లేదు. సాయంత్రం 6 గంటలు దాటితే రోడ్లన్నీ నిర్మానుష్యంగా మారుతున్నాయి. ఉదయం పూట చలితీవ్రత విపరీతంగ ఉంటుంది. దీనిని తట్టుకోలేక వృద్ధులు, పిల్లలతో సహా పెద్దలు కూడా చలిమంటలు వేసుకుంటున్నారు. జిల్లా వ్యాప్తంగా గత నాలుగు రోజులుగా ఉష్ణోగ్రత 7 డిగ్రీలకు పడిపోయింది. దీని ప్రభావం తీవ్రంగా ఉంటోంది. ఉదయం, రాత్రి అనే తేడా లేకుండా చలి మంటలు కాచుకుంటున్నవారే కనిపిస్తున్నారు.: [6, 2146, 348, 2283]
- article-text: గ్రామ స్థాయి అధికారులు పారిశుధ్యంపై ప్రత్యేక శ్రద్ధ వహించాలని ఎంపి డివో ఎల్లయ్య చెప్పారు. కొల్చారం మండల పరిధి కొంగోడ్ గ్రామంలో నిర్వహించిన గ్రామ దర్శినిలో ఆయన మాటాడారు. గ్రామంలో ఏమైనా సమస్యలుంటే వెంటనే అధికారుల దృష్టికి తెచ్చి పరిష్కరించుకోవాలన్నారు. స్థానిక పాఠశాలలు, అంగన్‌వాడీ కేంద్రం, రేషన్ షాపులను పరిశీలించారు. తహసిల్దార్ లావణ్య తదితరులు పాల్గొన్నారు.: [373, 2169, 651, 2306]
- column-divider: [657, 1715, 658, 2318]
- article-body: [980, 1296, 1426, 1533]
- dateline: మందమర్రి, డిసెంబర్ 20 (జనంసాక్షి) :: [373, 1792, 591, 1805]
- headline: ఆరోగ్య కార్డుల కోసం ఉద్యోగుల వివరాల సేకరణ: [491, 530, 1414, 591]
- article-text: మందమరి ఏరియాలోని శాంతిగని ప్రాంతంలో అక్రమంగా నిలువు ఉంచిన బొగ్గును సింగరేణి అధికారులు గురువారం రాత్రి పట్టుకున్నారు.ఎస్.అండ్ పి.సి. సీనియర్ సెక్యూరిటీ ఆఫీసర్ షఫీ వీటికి సంబంధించిన వివరాలు తెలుపుతూ స్పెషల్ పార్టీ శాంతిఖని ప్రాంతంలో తనిఖీ నిర్వహించగా క్వార్టర్లలో దాచిఉంచిన అక్రమ బొగ్గు నిలువలు బయటపడ్డాయని సూమారు 150 బస్తాలవరకు దొరకాయని ఐదు టన్నుల బొగ్గును అక్రమంగా దాచారని దాన్ని స్వాధినం చేసుకొని ఆర్.కే.పి. సి.ఎస్.పి కి తరలించినట్టు ఆయన తెలిపారు. బొగ్గు నిలువలు పట్టుకున్నవారిలో జెమేదర్ సత్యనారాయణ రెడ్డి, పెంట వేంకటేశ్వర్లు 6గురు సిబ్బంది ఉన్నారాని వారు తెలిపారు.: [6, 1930, 348, 2102]
- lead-headline: ఇక్కట్లకు గురవుతున్న మొక్కజొన్న రైతులు: [474, 114, 1540, 192]
